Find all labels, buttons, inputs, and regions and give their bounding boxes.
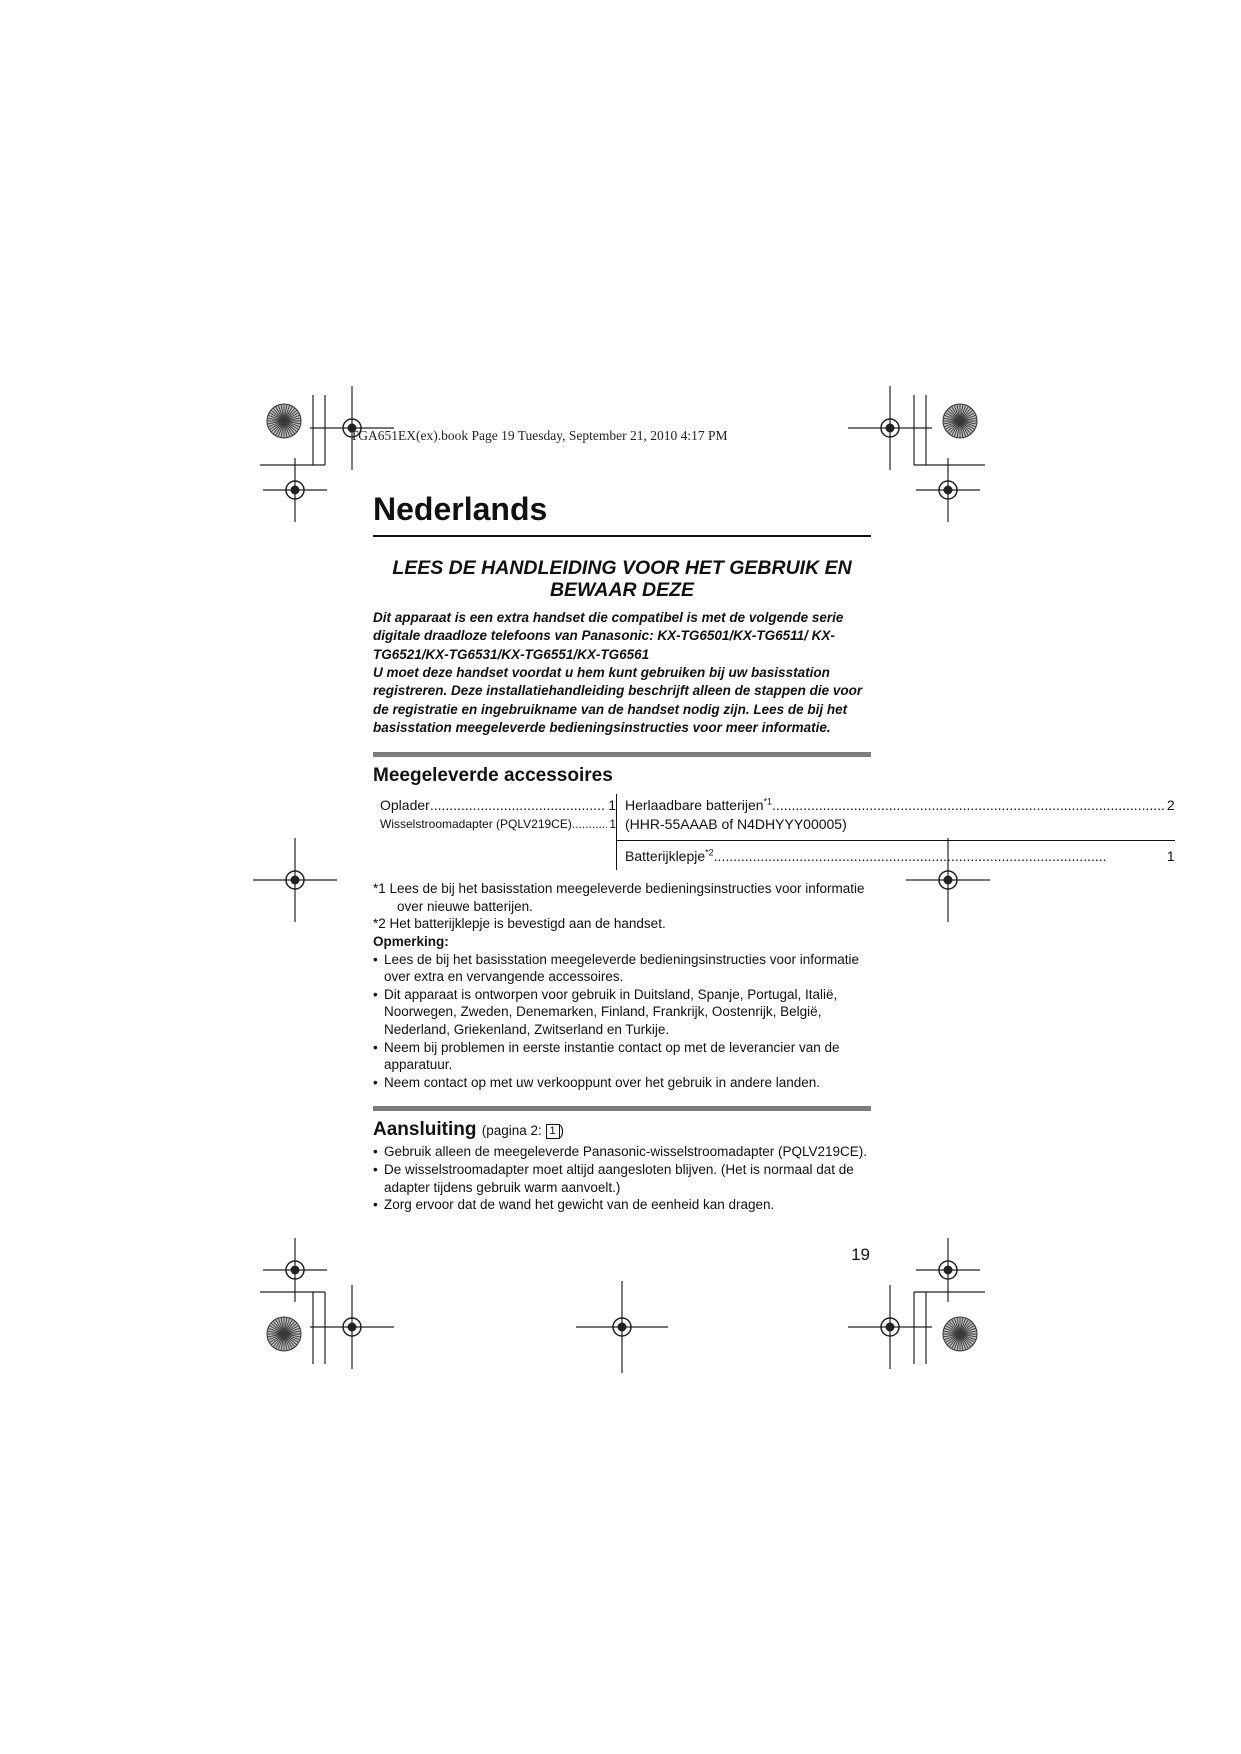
list-item: • Zorg ervoor dat de wand het gewicht van de eenheid kan dragen. (373, 1196, 871, 1214)
accessory-label: Oplader (380, 797, 430, 814)
list-item: • Neem bij problemen in eerste instantie contact op met de leverancier van de apparatuur. (373, 1039, 871, 1074)
color-rosette-icon (943, 404, 977, 438)
leader-dots (430, 796, 606, 815)
accessory-label: Wisselstroomadapter (PQLV219CE) (380, 817, 572, 832)
accessory-cell (617, 841, 1175, 870)
accessory-item (625, 847, 1175, 866)
accessories-left-column (373, 794, 616, 870)
language-title: Nederlands (373, 492, 871, 537)
footnote: *2 Het batterijklepje is bevestigd aan de handset. (373, 916, 666, 932)
list-item: • Gebruik alleen de meegeleverde Panasonic-wisselstroomadapter (PQLV219CE). (373, 1143, 871, 1161)
accessory-qty: 1 (609, 817, 616, 832)
list-item: • Dit apparaat is ontworpen voor gebruik in Duitsland, Spanje, Portugal, Italië, Noorwegen, Zweden, Denemarken, Finland, Frankrijk, Oostenrijk, België, Nederland, Griekenland, Zwitserland en Turkije. (373, 986, 871, 1039)
figure-number-box: 1 (546, 1124, 560, 1139)
footnote-ref: *1 (763, 796, 773, 807)
footnote: *1 Lees de bij het basisstation meegeleverde bedieningsinstructies voor informatie over nieuwe batterijen. (373, 881, 865, 914)
list-item: • Lees de bij het basisstation meegeleverde bedieningsinstructies voor informatie over extra en vervangende accessoires. (373, 951, 871, 986)
accessory-item (380, 815, 616, 834)
connection-list (373, 1143, 871, 1213)
intro-paragraph: U moet deze handset voordat u hem kunt gebruiken bij uw basisstation registreren. Deze installatiehandleiding beschrijft alleen de stappen die voor de registratie en ingebruikname van de handset nodig zijn. Lees de bij het basisstation meegeleverde bedieningsinstructies voor meer informatie. (373, 665, 863, 735)
intro-paragraph: Dit apparaat is een extra handset die compatibel is met de volgende serie digitale draadloze telefoons van Panasonic: KX-TG6501/KX-TG6511/ KX-TG6521/KX-TG6531/KX-TG6551/KX-TG6561 (373, 610, 844, 662)
note-label: Opmerking: (373, 934, 449, 950)
color-rosette-icon (943, 1317, 977, 1351)
footnotes (373, 880, 871, 933)
intro-text (373, 609, 871, 737)
leader-dots (714, 847, 1165, 866)
page-number: 19 (851, 1245, 870, 1264)
list-item: • Neem contact op met uw verkooppunt over het gebruik in andere landen. (373, 1074, 871, 1092)
page-reference: (pagina 2: 1 ) (481, 1123, 565, 1139)
accessory-label: Herlaadbare batterijen$^{*1}$ (625, 796, 773, 814)
accessory-qty: 1 (1166, 848, 1175, 865)
connection-title: Aansluiting (373, 1119, 477, 1141)
list-item: • De wisselstroomadapter moet altijd aangesloten blijven. (Het is normaal dat de adapter tijdens gebruik warm aanvoelt.) (373, 1161, 871, 1196)
leader-dots (572, 815, 607, 834)
accessory-label: Batterijklepje$^{*2}$ (625, 847, 714, 865)
accessory-qty: 2 (1166, 797, 1175, 814)
leader-dots (772, 796, 1165, 815)
accessory-qty: 1 (608, 797, 616, 814)
page-content (373, 491, 1175, 1214)
accessory-item (625, 796, 1175, 815)
notes-list (373, 951, 871, 1092)
connection-heading (373, 1118, 871, 1143)
accessory-cell (617, 794, 1175, 841)
book-file-header: TGA651EX(ex).book Page 19 Tuesday, September 21, 2010 4:17 PM (350, 428, 728, 443)
footnote-ref: *2 (705, 847, 714, 858)
section-divider (373, 752, 871, 757)
accessory-detail: (HHR-55AAAB of N4DHYYY00005) (625, 816, 847, 833)
accessories-table (373, 794, 1175, 870)
color-rosette-icon (267, 404, 301, 438)
accessories-right-column (616, 794, 1175, 870)
color-rosette-icon (267, 1317, 301, 1351)
main-heading: LEES DE HANDLEIDING VOOR HET GEBRUIK EN BEWAAR DEZE (392, 557, 852, 602)
section-divider (373, 1106, 871, 1111)
accessories-heading: Meegeleverde accessoires (373, 765, 613, 787)
accessory-item (380, 796, 616, 815)
